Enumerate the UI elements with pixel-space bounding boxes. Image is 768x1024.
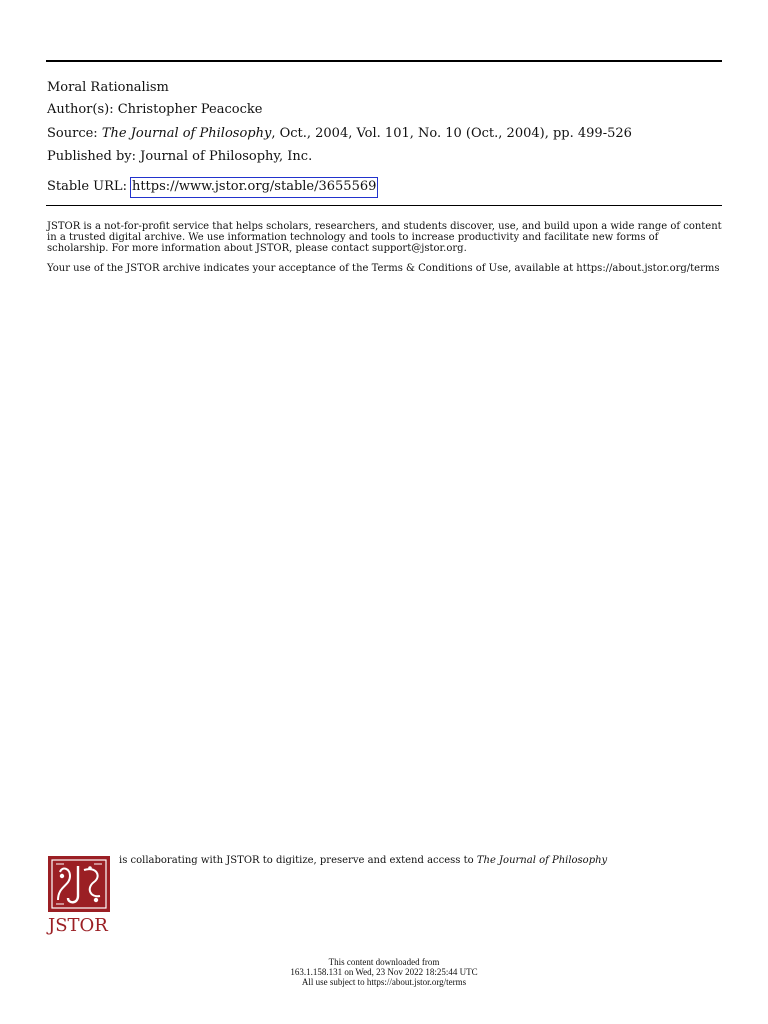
jstor-logo (48, 856, 114, 936)
article-title-text: Moral Rationalism (47, 80, 169, 95)
footer-line-2: 163.1.158.131 on Wed, 23 Nov 2022 18:25:44 UTC (290, 967, 478, 977)
footer-line-1: This content downloaded from (328, 957, 440, 967)
source-details: , Oct., 2004, Vol. 101, No. 10 (Oct., 2004), pp. 499-526 (271, 126, 632, 141)
footer-line-3: All use subject to https://about.jstor.org/terms (301, 977, 467, 987)
publisher-line (47, 149, 312, 165)
publisher-name: Journal of Philosophy, Inc. (140, 149, 313, 164)
author-label: Author(s): (47, 102, 114, 117)
source-journal: The Journal of Philosophy (101, 126, 272, 141)
download-footer (0, 957, 768, 987)
stable-url-label: Stable URL: (47, 179, 127, 194)
article-title (47, 80, 169, 96)
stable-url-link[interactable]: https://www.jstor.org/stable/3655569 (130, 177, 378, 198)
author-line (47, 102, 262, 118)
section-rule (46, 205, 722, 206)
terms-notice: Your use of the JSTOR archive indicates your acceptance of the Terms & Conditions of Use, available at https://about.jstor.org/terms (47, 263, 720, 274)
jstor-about-notice: JSTOR is a not-for-profit service that helps scholars, researchers, and students discover, use, and build upon a wide range of content in a trusted digital archive. We use information technology and tools to increase productivity and facilitate new forms of scholarship. For more information about JSTOR, please contact support@jstor.org. (47, 221, 722, 254)
collaboration-text: is collaborating with JSTOR to digitize, preserve and extend access to (119, 855, 474, 866)
collaboration-journal: The Journal of Philosophy (476, 855, 608, 866)
collaboration-statement (119, 855, 639, 867)
jstor-wordmark: JSTOR (48, 915, 108, 936)
source-line (47, 126, 632, 142)
publisher-label: Published by: (47, 149, 136, 164)
top-rule (46, 60, 722, 62)
author-name: Christopher Peacocke (117, 102, 263, 117)
stable-url-line (47, 177, 378, 198)
jstor-logo-mark-icon (48, 856, 110, 912)
source-label: Source: (47, 126, 98, 141)
